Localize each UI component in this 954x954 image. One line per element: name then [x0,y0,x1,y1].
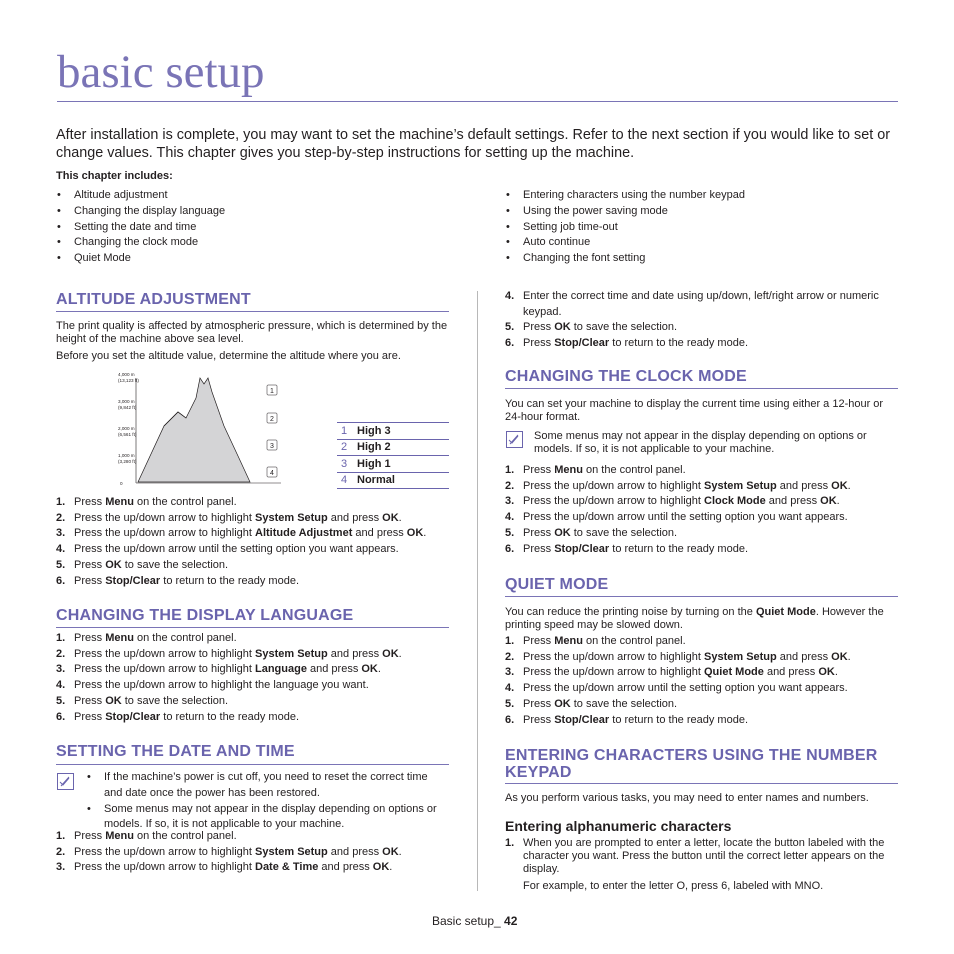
date-time-steps-continued [505,289,900,352]
legend-number: 3 [337,456,353,473]
marker-label: 4 [270,470,274,477]
step-number: 4. [505,290,515,302]
step-number: 3. [56,663,66,676]
includes-label: This chapter includes: [56,170,173,182]
step-number: 2. [56,511,66,524]
step-item: 1. Press Menu on the control panel. [56,495,456,511]
step-item: 3. Press the up/down arrow to highlight Altitude Adjustmet and press OK. [56,526,456,542]
step-number: 4. [56,543,66,556]
step-number: 2. [505,650,515,663]
step-item: 1. Press Menu on the control panel. [505,463,900,479]
column-divider [477,291,478,891]
quiet-mode-steps [505,634,900,728]
step-number: 3. [56,527,66,540]
bullet-item: • Altitude adjustment [56,188,456,204]
step-number: 1. [505,464,515,476]
step-number: 6. [505,337,515,350]
entering-chars-heading: ENTERING CHARACTERS USING THE NUMBER KEYPAD [505,747,878,781]
step-number: 1. [56,830,66,842]
step-number: 6. [505,542,515,555]
alt-label: (13,123 ft) [118,378,139,383]
step-number: 4. [505,682,515,695]
legend-label: High 3 [353,423,449,440]
step-item: 6. Press Stop/Clear to return to the ready mode. [56,574,456,590]
bullet-item: • Quiet Mode [56,251,456,267]
step-item: 6. Press Stop/Clear to return to the ready mode. [505,542,900,558]
step-number: 4. [56,679,66,692]
page-number: 42 [504,914,518,928]
step-item: 4. Press the up/down arrow until the setting option you want appears. [56,542,456,558]
legend-number: 4 [337,472,353,489]
legend-number: 2 [337,439,353,456]
step-item: 2. Press the up/down arrow to highlight System Setup and press OK. [56,511,456,527]
step-number: 5. [56,694,66,707]
altitude-heading: ALTITUDE ADJUSTMENT [56,291,251,308]
step-item: 1. Press Menu on the control panel. [505,634,900,650]
bullet-item: • Changing the font setting [505,251,905,267]
step-number: 2. [56,647,66,660]
legend-row [337,472,449,489]
heading-rule [505,596,898,597]
legend-row [337,423,449,440]
step-item: 3. Press the up/down arrow to highlight Language and press OK. [56,662,456,678]
quiet-mode-paragraph: You can reduce the printing noise by turning on the Quiet Mode. However the printing speed may be slowed down. [505,606,884,631]
legend-label: Normal [353,472,449,489]
alt-label: 0 [120,481,123,486]
altitude-steps [56,495,456,589]
heading-rule [56,311,449,312]
bullet-item: • Using the power saving mode [505,204,905,220]
clock-mode-heading: CHANGING THE CLOCK MODE [505,368,747,385]
entering-alphanumeric-subheading: Entering alphanumeric characters [505,818,732,834]
alt-label: (3,280 ft) [118,459,137,464]
step-number: 1. [505,837,515,849]
bullet-item: • Auto continue [505,235,905,251]
intro-paragraph: After installation is complete, you may want to set the machine’s default settings. Refer to the next section if you would like to set or change values. This chapter gives you step-by-step instructions for setting up the machine. [56,127,891,161]
marker-label: 1 [270,388,274,395]
bullet-item: • Setting the date and time [56,220,456,236]
altitude-legend-table [337,422,449,489]
legend-label: High 2 [353,439,449,456]
step-item: 5. Press OK to save the selection. [56,558,456,574]
heading-rule [56,764,449,765]
alt-label: 2,000 m [118,426,135,431]
marker-label: 3 [270,443,274,450]
clock-mode-steps [505,463,900,557]
display-language-steps [56,631,456,725]
clock-mode-paragraph: You can set your machine to display the current time using either a 12-hour or 24-hour format. [505,398,884,423]
step-number: 2. [56,845,66,858]
step-number: 3. [505,495,515,508]
date-time-heading: SETTING THE DATE AND TIME [56,743,295,760]
includes-list-left [56,188,456,267]
step-number: 6. [56,574,66,587]
altitude-paragraph-1: The print quality is affected by atmospheric pressure, which is determined by the height of the machine above sea level. [56,320,448,345]
alt-label: (6,561 ft) [118,432,137,437]
bullet-item: • Changing the display language [56,204,456,220]
step-number: 1. [56,632,66,644]
step-number: 3. [505,666,515,679]
step-item: 5. Press OK to save the selection. [56,694,456,710]
step-item: 4. Press the up/down arrow to highlight the language you want. [56,678,456,694]
step-number: 4. [505,511,515,524]
step-number: 2. [505,479,515,492]
heading-rule [505,388,898,389]
step-item: 3. Press the up/down arrow to highlight Date & Time and press OK. [56,860,456,876]
marker-label: 2 [270,416,274,423]
step-item: 5. Press OK to save the selection. [505,697,900,713]
clock-mode-note: Some menus may not appear in the display depending on options or models. If so, it is not applicable to your machine. [534,430,867,455]
footer-label: Basic setup_ [432,914,505,928]
step-item: 3. Press the up/down arrow to highlight Clock Mode and press OK. [505,494,900,510]
step-number: 1. [505,635,515,647]
step-item: 1. Press Menu on the control panel. [56,829,456,845]
step-item: 2. Press the up/down arrow to highlight System Setup and press OK. [505,479,900,495]
alt-label: 3,000 m [118,399,135,404]
step-number: 3. [56,861,66,874]
bullet-item: • Some menus may not appear in the display depending on options or models. If so, it is not applicable to your machine. [86,802,448,834]
legend-row [337,439,449,456]
date-time-notes [86,770,448,833]
step-item: 4. Press the up/down arrow until the setting option you want appears. [505,681,900,697]
step-item: 6. Press Stop/Clear to return to the ready mode. [56,710,456,726]
step-number: 5. [505,526,515,539]
step-text: When you are prompted to enter a letter, locate the button labeled with the character you want. Press the button until the correct letter appears on the display. [523,837,885,875]
step-number: 5. [505,697,515,710]
title-divider [57,101,898,102]
step-item: 2. Press the up/down arrow to highlight System Setup and press OK. [56,845,456,861]
altitude-paragraph-2: Before you set the altitude value, determine the altitude where you are. [56,350,401,362]
step-number: 6. [56,710,66,723]
mountain-shape [138,378,250,482]
entering-chars-paragraph: As you perform various tasks, you may need to enter names and numbers. [505,792,869,804]
step-item: 2. Press the up/down arrow to highlight System Setup and press OK. [505,650,900,666]
alt-label: 4,000 m [118,372,135,377]
step-item: 4. Enter the correct time and date using up/down, left/right arrow or numeric keypad. [505,290,879,318]
step-item: 6. Press Stop/Clear to return to the ready mode. [505,336,900,352]
step-example: For example, to enter the letter O, press 6, labeled with MNO. [523,880,824,892]
page-title: basic setup [57,46,265,98]
includes-list-right [505,188,905,267]
step-item: 4. Press the up/down arrow until the setting option you want appears. [505,510,900,526]
alt-label: 1,000 m [118,453,135,458]
heading-rule [505,783,898,784]
display-language-heading: CHANGING THE DISPLAY LANGUAGE [56,607,354,624]
note-icon [57,773,74,790]
bullet-item: • Setting job time-out [505,220,905,236]
quiet-mode-heading: QUIET MODE [505,576,609,593]
bullet-item: • If the machine’s power is cut off, you need to reset the correct time and date once the power has been restored. [86,770,448,802]
page-footer [432,914,517,928]
step-item: 5. Press OK to save the selection. [505,526,900,542]
entering-chars-step-1 [505,837,900,893]
legend-label: High 1 [353,456,449,473]
altitude-diagram [116,368,286,490]
heading-rule [56,627,449,628]
bullet-item: • Changing the clock mode [56,235,456,251]
step-item: 6. Press Stop/Clear to return to the ready mode. [505,713,900,729]
step-item: 1. Press Menu on the control panel. [56,631,456,647]
legend-row [337,456,449,473]
legend-number: 1 [337,423,353,440]
alt-label: (9,842 ft) [118,405,137,410]
step-number: 1. [56,496,66,508]
step-number: 5. [56,558,66,571]
step-item: 5. Press OK to save the selection. [505,320,900,336]
date-time-steps [56,829,456,876]
step-number: 6. [505,713,515,726]
step-item: 2. Press the up/down arrow to highlight System Setup and press OK. [56,647,456,663]
step-number: 5. [505,321,515,334]
step-item: 3. Press the up/down arrow to highlight Quiet Mode and press OK. [505,665,900,681]
note-icon [506,431,523,448]
bullet-item: • Entering characters using the number keypad [505,188,905,204]
